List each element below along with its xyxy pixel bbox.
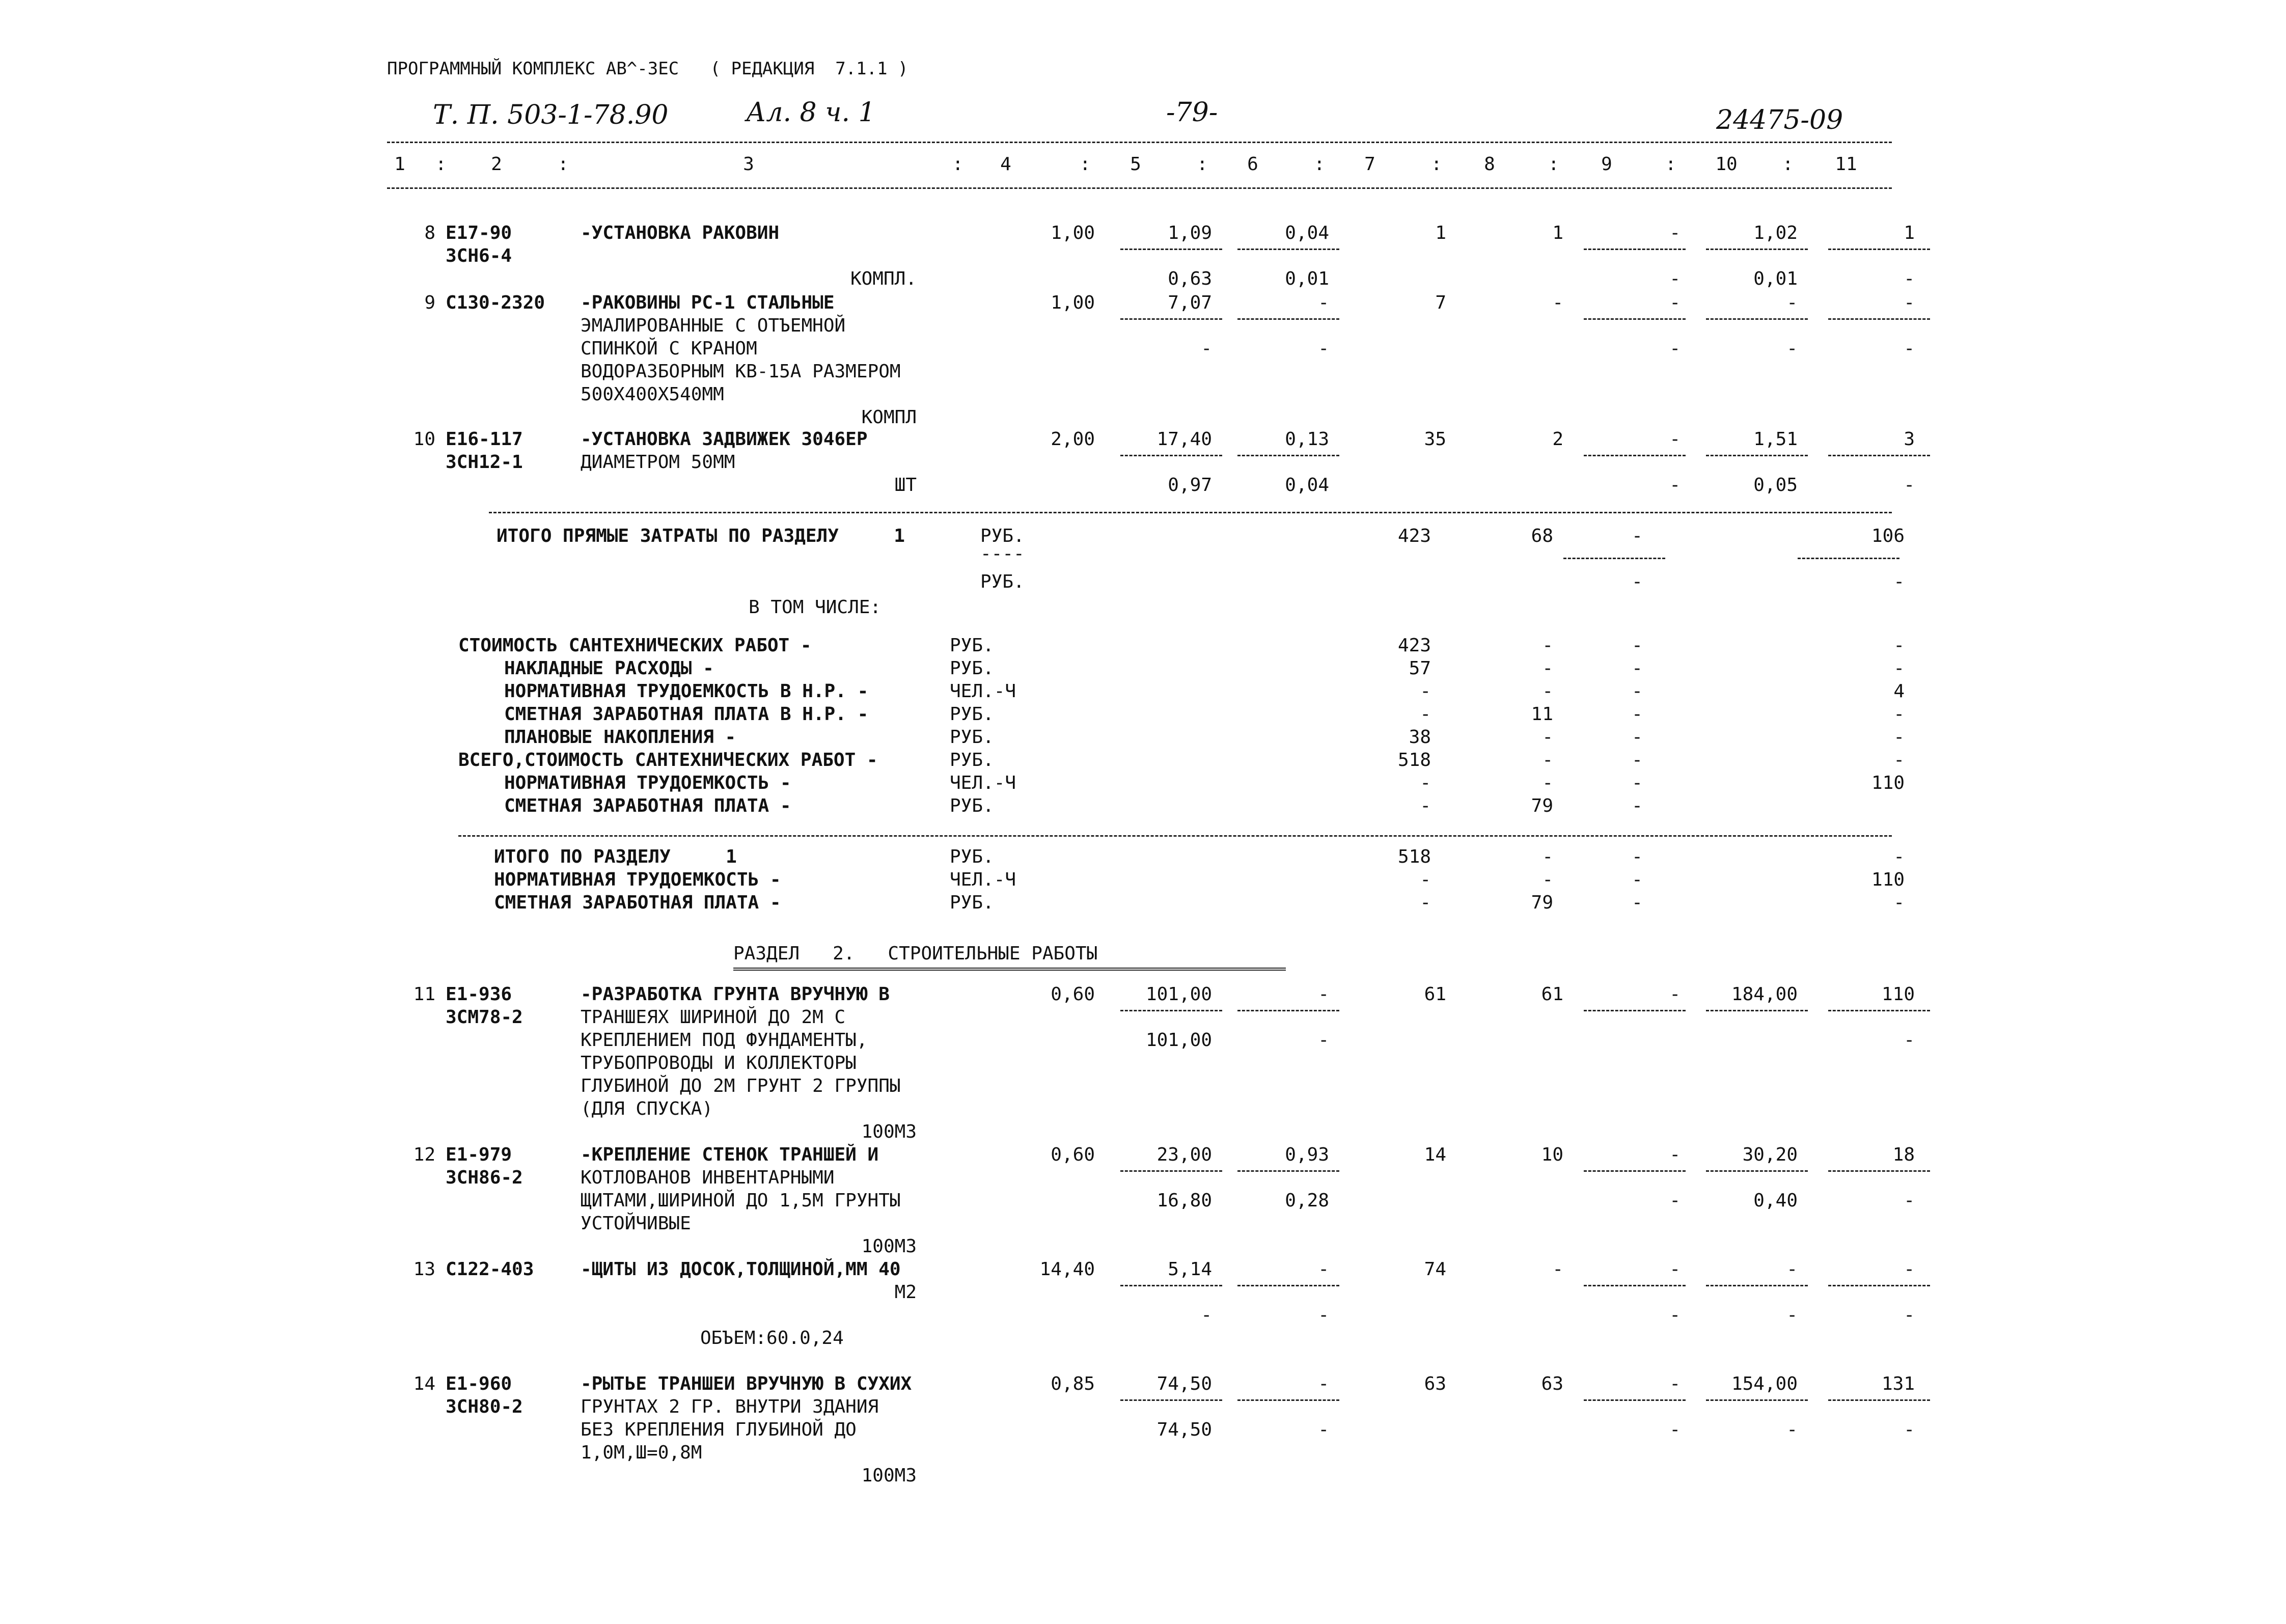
cell-rule	[1828, 1285, 1930, 1286]
column-separator: :	[1665, 154, 1676, 175]
item-description: -РЫТЬЕ ТРАНШЕИ ВРУЧНУЮ В СУХИХ	[581, 1373, 912, 1394]
breakdown-c8: -	[1542, 773, 1553, 793]
cell-c11b: -	[1904, 475, 1915, 496]
item-unit: 100М3	[861, 1121, 917, 1142]
cell-c10: 1,02	[1753, 223, 1798, 243]
item-number: 12	[413, 1144, 435, 1165]
item-code: Е17-90	[446, 223, 512, 243]
item-code: Е1-960	[446, 1373, 512, 1394]
cell-rule	[1706, 1285, 1808, 1286]
section-total-unit: ЧЕЛ.-Ч	[950, 869, 1016, 890]
item-unit: КОМПЛ	[861, 407, 917, 428]
cell-rule	[1584, 1010, 1686, 1011]
cell-c9: -	[1669, 292, 1681, 313]
total-rule	[489, 512, 1892, 513]
cell-c9: -	[1669, 1259, 1681, 1280]
section-total-unit: РУБ.	[950, 892, 994, 913]
section-total-c8: 79	[1531, 892, 1553, 913]
cell-c5b: -	[1201, 338, 1212, 359]
section-total-c7: 518	[1397, 846, 1431, 867]
cell-c5b: -	[1201, 1305, 1212, 1326]
header-rule-bottom	[387, 187, 1892, 189]
cell-c8: -	[1552, 292, 1563, 313]
cell-c9b: -	[1669, 338, 1681, 359]
section-total-c9: -	[1632, 869, 1643, 890]
column-separator: :	[435, 154, 447, 175]
cell-c10b: 0,40	[1753, 1190, 1798, 1211]
cell-rule	[1120, 1170, 1222, 1172]
cell-c11: 1	[1904, 223, 1915, 243]
cell-c7: 35	[1424, 429, 1446, 450]
breakdown-c9: -	[1632, 773, 1643, 793]
cell-rule	[1584, 1170, 1686, 1172]
cell-c10b: -	[1786, 1305, 1798, 1326]
volume-note: ОБЪЕМ:60.0,24	[700, 1328, 844, 1348]
breakdown-c9: -	[1632, 635, 1643, 656]
item-unit: 100М3	[861, 1465, 917, 1486]
section-total-c11: 110	[1871, 869, 1905, 890]
cell-c9: -	[1669, 223, 1681, 243]
cell-rule	[1120, 318, 1222, 320]
cell-rule	[1237, 1170, 1339, 1172]
cell-c10b: 0,05	[1753, 475, 1798, 496]
cell-c4: 0,60	[1051, 984, 1095, 1005]
item-description: -УСТАНОВКА РАКОВИН	[581, 223, 780, 243]
column-separator: :	[1782, 154, 1794, 175]
breakdown-unit: ЧЕЛ.-Ч	[950, 681, 1016, 702]
cell-c11: -	[1904, 1259, 1915, 1280]
breakdown-c9: -	[1632, 658, 1643, 679]
cell-c6: -	[1318, 1373, 1329, 1394]
cell-c5b: 0,97	[1168, 475, 1212, 496]
breakdown-label: НАКЛАДНЫЕ РАСХОДЫ -	[504, 658, 714, 679]
breakdown-c11: -	[1893, 635, 1905, 656]
breakdown-label: НОРМАТИВНАЯ ТРУДОЕМКОСТЬ -	[504, 773, 791, 793]
cell-c6b: -	[1318, 338, 1329, 359]
item-description: ВОДОРАЗБОРНЫМ КВ-15А РАЗМЕРОМ	[581, 361, 901, 382]
cell-c5b: 0,63	[1168, 268, 1212, 289]
cell-c11: 131	[1881, 1373, 1915, 1394]
cell-c7: 14	[1424, 1144, 1446, 1165]
cell-rule	[1584, 1399, 1686, 1401]
cell-c5: 23,00	[1156, 1144, 1212, 1165]
breakdown-c11: 4	[1893, 681, 1905, 702]
cell-c6b: 0,04	[1285, 475, 1329, 496]
cell-c5: 5,14	[1168, 1259, 1212, 1280]
cell-c11b: -	[1904, 338, 1915, 359]
cell-c11b: -	[1904, 268, 1915, 289]
breakdown-label: СМЕТНАЯ ЗАРАБОТНАЯ ПЛАТА В Н.Р. -	[504, 704, 869, 725]
cell-c8: 2	[1552, 429, 1563, 450]
section-2-title: РАЗДЕЛ 2. СТРОИТЕЛЬНЫЕ РАБОТЫ	[733, 943, 1098, 964]
breakdown-c8: 11	[1531, 704, 1553, 725]
breakdown-unit: ЧЕЛ.-Ч	[950, 773, 1016, 793]
item-number: 13	[413, 1259, 435, 1280]
breakdown-unit: РУБ.	[950, 704, 994, 725]
item-number: 10	[413, 429, 435, 450]
item-description: 500Х400Х540ММ	[581, 384, 724, 405]
item-subcode: ЗСН80-2	[446, 1396, 523, 1417]
section-total-c9: -	[1632, 846, 1643, 867]
cell-c9b: -	[1669, 1190, 1681, 1211]
cell-c4: 1,00	[1051, 292, 1095, 313]
program-header: ПРОГРАММНЫЙ КОМПЛЕКС АВ^-ЗЕС ( РЕДАКЦИЯ 7.1.1 )	[387, 59, 908, 79]
breakdown-c8: -	[1542, 635, 1553, 656]
total-direct-c9b: -	[1632, 571, 1643, 592]
total-direct-c7: 423	[1397, 526, 1431, 546]
item-description: ДИАМЕТРОМ 50ММ	[581, 452, 735, 473]
column-separator: :	[1197, 154, 1208, 175]
column-separator: :	[558, 154, 569, 175]
breakdown-c7: 57	[1409, 658, 1431, 679]
item-description: -РАКОВИНЫ РС-1 СТАЛЬНЫЕ	[581, 292, 835, 313]
breakdown-label: ВСЕГО,СТОИМОСТЬ САНТЕХНИЧЕСКИХ РАБОТ -	[458, 750, 878, 770]
page-number: -79-	[1166, 97, 1218, 128]
cell-rule	[1828, 1399, 1930, 1401]
column-number: 5	[1130, 154, 1141, 175]
cell-rule	[1706, 318, 1808, 320]
column-number: 2	[491, 154, 502, 175]
cell-c11: 3	[1904, 429, 1915, 450]
cell-c7: 74	[1424, 1259, 1446, 1280]
cell-c6: 0,04	[1285, 223, 1329, 243]
cell-c7: 1	[1435, 223, 1446, 243]
cell-c4: 0,85	[1051, 1373, 1095, 1394]
column-number: 11	[1835, 154, 1857, 175]
column-separator: :	[1431, 154, 1442, 175]
item-number: 8	[424, 223, 435, 243]
cell-c10: -	[1786, 1259, 1798, 1280]
cell-c6b: 0,28	[1285, 1190, 1329, 1211]
cell-rule	[1120, 249, 1222, 250]
column-number: 6	[1247, 154, 1258, 175]
item-description: (ДЛЯ СПУСКА)	[581, 1098, 713, 1119]
cell-c5b: 101,00	[1145, 1030, 1212, 1051]
cell-rule	[1584, 1285, 1686, 1286]
cell-rule	[1237, 318, 1339, 320]
cell-c7: 7	[1435, 292, 1446, 313]
cell-c11: 18	[1892, 1144, 1915, 1165]
cell-c10b: -	[1786, 1419, 1798, 1440]
item-description: ГРУНТАХ 2 ГР. ВНУТРИ ЗДАНИЯ	[581, 1396, 879, 1417]
breakdown-unit: РУБ.	[950, 635, 994, 656]
column-separator: :	[1314, 154, 1325, 175]
column-number: 8	[1484, 154, 1495, 175]
item-unit: ШТ	[894, 475, 917, 496]
breakdown-label: СТОИМОСТЬ САНТЕХНИЧЕСКИХ РАБОТ -	[458, 635, 812, 656]
cell-rule	[1706, 1170, 1808, 1172]
total-direct-c11-rule	[1798, 558, 1899, 559]
cell-c10b: 0,01	[1753, 268, 1798, 289]
breakdown-label: СМЕТНАЯ ЗАРАБОТНАЯ ПЛАТА -	[504, 795, 791, 816]
cell-c4: 0,60	[1051, 1144, 1095, 1165]
cell-c6b: -	[1318, 1305, 1329, 1326]
breakdown-c7: -	[1420, 773, 1431, 793]
item-description: УСТОЙЧИВЫЕ	[581, 1213, 691, 1234]
column-number: 3	[743, 154, 754, 175]
column-separator: :	[1548, 154, 1559, 175]
cell-c11b: -	[1904, 1190, 1915, 1211]
breakdown-label: НОРМАТИВНАЯ ТРУДОЕМКОСТЬ В Н.Р. -	[504, 681, 869, 702]
breakdown-c7: -	[1420, 681, 1431, 702]
cell-c9b: -	[1669, 1305, 1681, 1326]
item-description: -КРЕПЛЕНИЕ СТЕНОК ТРАНШЕЙ И	[581, 1144, 879, 1165]
item-subcode: ЗСН6-4	[446, 245, 512, 266]
cell-c5: 7,07	[1168, 292, 1212, 313]
cell-c7: 63	[1424, 1373, 1446, 1394]
section-total-label: СМЕТНАЯ ЗАРАБОТНАЯ ПЛАТА -	[494, 892, 781, 913]
breakdown-c11: -	[1893, 704, 1905, 725]
cell-rule	[1706, 455, 1808, 456]
item-description: ГЛУБИНОЙ ДО 2М ГРУНТ 2 ГРУППЫ	[581, 1076, 901, 1096]
breakdown-rule	[458, 835, 1892, 837]
cell-c6b: 0,01	[1285, 268, 1329, 289]
cell-rule	[1828, 249, 1930, 250]
item-description: 1,0М,Ш=0,8М	[581, 1442, 702, 1463]
cell-c6: -	[1318, 984, 1329, 1005]
cell-c9: -	[1669, 1373, 1681, 1394]
section-total-label: НОРМАТИВНАЯ ТРУДОЕМКОСТЬ -	[494, 869, 781, 890]
cell-c8: 61	[1541, 984, 1563, 1005]
cell-c4: 14,40	[1039, 1259, 1095, 1280]
breakdown-c7: 38	[1409, 727, 1431, 748]
cell-rule	[1828, 455, 1930, 456]
cell-rule	[1237, 1010, 1339, 1011]
column-number: 9	[1601, 154, 1612, 175]
cell-rule	[1706, 1010, 1808, 1011]
total-direct-c9-rule	[1563, 558, 1665, 559]
cell-c6b: -	[1318, 1419, 1329, 1440]
item-subcode: ЗСМ78-2	[446, 1007, 523, 1028]
total-direct-label: ИТОГО ПРЯМЫЕ ЗАТРАТЫ ПО РАЗДЕЛУ 1	[497, 526, 905, 546]
item-number: 14	[413, 1373, 435, 1394]
cell-rule	[1120, 1285, 1222, 1286]
cell-c9b: -	[1669, 475, 1681, 496]
total-direct-unit: РУБ.	[980, 526, 1025, 546]
column-separator: :	[952, 154, 963, 175]
cell-rule	[1120, 1399, 1222, 1401]
cell-c4: 1,00	[1051, 223, 1095, 243]
cell-c6b: -	[1318, 1030, 1329, 1051]
document-number: 24475-09	[1716, 105, 1843, 135]
item-unit: КОМПЛ.	[850, 268, 917, 289]
breakdown-c8: -	[1542, 658, 1553, 679]
cell-c11b: -	[1904, 1305, 1915, 1326]
cell-c9b: -	[1669, 1419, 1681, 1440]
cell-rule	[1584, 318, 1686, 320]
item-description: -УСТАНОВКА ЗАДВИЖЕК 3046ЕР	[581, 429, 868, 450]
cell-c11b: -	[1904, 1030, 1915, 1051]
total-direct-c8: 68	[1531, 526, 1553, 546]
cell-c10: 154,00	[1731, 1373, 1798, 1394]
cell-rule	[1237, 249, 1339, 250]
cell-rule	[1120, 455, 1222, 456]
cell-c10b: -	[1786, 338, 1798, 359]
breakdown-c9: -	[1632, 704, 1643, 725]
item-description: ТРУБОПРОВОДЫ И КОЛЛЕКТОРЫ	[581, 1053, 857, 1074]
breakdown-c8: -	[1542, 727, 1553, 748]
cell-c11: -	[1904, 292, 1915, 313]
cell-rule	[1584, 249, 1686, 250]
section-total-unit: РУБ.	[950, 846, 994, 867]
breakdown-c9: -	[1632, 727, 1643, 748]
cell-c9: -	[1669, 984, 1681, 1005]
item-description: СПИНКОЙ С КРАНОМ	[581, 338, 757, 359]
cell-c6: -	[1318, 292, 1329, 313]
section-total-c11: -	[1893, 892, 1905, 913]
cell-c5b: 16,80	[1156, 1190, 1212, 1211]
cell-c5: 1,09	[1168, 223, 1212, 243]
section-total-label: ИТОГО ПО РАЗДЕЛУ 1	[494, 846, 737, 867]
cell-c11: 110	[1881, 984, 1915, 1005]
item-description: -РАЗРАБОТКА ГРУНТА ВРУЧНУЮ В	[581, 984, 890, 1005]
section-2-title-underline	[733, 968, 1286, 971]
cell-rule	[1237, 455, 1339, 456]
item-description: КРЕПЛЕНИЕМ ПОД ФУНДАМЕНТЫ,	[581, 1030, 868, 1051]
item-code: С122-403	[446, 1259, 534, 1280]
cell-rule	[1706, 1399, 1808, 1401]
cell-c7: 61	[1424, 984, 1446, 1005]
breakdown-c7: 518	[1397, 750, 1431, 770]
breakdown-c8: -	[1542, 750, 1553, 770]
breakdown-c8: 79	[1531, 795, 1553, 816]
section-total-c7: -	[1420, 869, 1431, 890]
cell-c6: 0,93	[1285, 1144, 1329, 1165]
breakdown-unit: РУБ.	[950, 795, 994, 816]
breakdown-c9: -	[1632, 681, 1643, 702]
total-direct-dash: ----	[980, 543, 1025, 564]
breakdown-unit: РУБ.	[950, 727, 994, 748]
column-number: 4	[1000, 154, 1011, 175]
item-description: ТРАНШЕЯХ ШИРИНОЙ ДО 2М С	[581, 1007, 846, 1028]
in-that-number-label: В ТОМ ЧИСЛЕ:	[749, 597, 882, 618]
cell-rule	[1706, 249, 1808, 250]
breakdown-c11: -	[1893, 727, 1905, 748]
total-direct-c11: 106	[1871, 526, 1905, 546]
cell-rule	[1584, 455, 1686, 456]
total-direct-c11b: -	[1893, 571, 1905, 592]
breakdown-c11: -	[1893, 658, 1905, 679]
cell-c10: 184,00	[1731, 984, 1798, 1005]
breakdown-c11: 110	[1871, 773, 1905, 793]
breakdown-c7: -	[1420, 704, 1431, 725]
cell-c9: -	[1669, 429, 1681, 450]
cell-c10: 1,51	[1753, 429, 1798, 450]
section-total-c11: -	[1893, 846, 1905, 867]
cell-rule	[1828, 318, 1930, 320]
column-number: 7	[1364, 154, 1375, 175]
cell-c11b: -	[1904, 1419, 1915, 1440]
total-direct-c9: -	[1632, 526, 1643, 546]
breakdown-unit: РУБ.	[950, 658, 994, 679]
cell-c8: 10	[1541, 1144, 1563, 1165]
item-code: С130-2320	[446, 292, 545, 313]
item-description: КОТЛОВАНОВ ИНВЕНТАРНЫМИ	[581, 1167, 835, 1188]
cell-c9b: -	[1669, 268, 1681, 289]
section-total-c8: -	[1542, 869, 1553, 890]
item-description: ЩИТАМИ,ШИРИНОЙ ДО 1,5М ГРУНТЫ	[581, 1190, 901, 1211]
section-total-c9: -	[1632, 892, 1643, 913]
cell-rule	[1120, 1010, 1222, 1011]
cell-rule	[1237, 1399, 1339, 1401]
section-total-c7: -	[1420, 892, 1431, 913]
item-code: Е16-117	[446, 429, 523, 450]
item-unit: М2	[894, 1282, 917, 1303]
cell-c8: 63	[1541, 1373, 1563, 1394]
column-number: 10	[1715, 154, 1738, 175]
item-code: Е1-979	[446, 1144, 512, 1165]
item-subcode: ЗСН86-2	[446, 1167, 523, 1188]
cell-rule	[1828, 1010, 1930, 1011]
album-number: Ал. 8 ч. 1	[746, 97, 875, 128]
cell-c8: 1	[1552, 223, 1563, 243]
item-subcode: ЗСН12-1	[446, 452, 523, 473]
cell-rule	[1828, 1170, 1930, 1172]
cell-c6: 0,13	[1285, 429, 1329, 450]
cell-c10: -	[1786, 292, 1798, 313]
breakdown-c9: -	[1632, 795, 1643, 816]
item-unit: 100М3	[861, 1236, 917, 1257]
section-total-c8: -	[1542, 846, 1553, 867]
cell-c8: -	[1552, 1259, 1563, 1280]
project-number: Т. П. 503-1-78.90	[433, 100, 669, 130]
breakdown-label: ПЛАНОВЫЕ НАКОПЛЕНИЯ -	[504, 727, 736, 748]
total-direct-unit-2: РУБ.	[980, 571, 1025, 592]
cell-c5: 74,50	[1156, 1373, 1212, 1394]
cell-c4: 2,00	[1051, 429, 1095, 450]
cell-c6: -	[1318, 1259, 1329, 1280]
item-description: ЭМАЛИРОВАННЫЕ С ОТЪЕМНОЙ	[581, 315, 846, 336]
item-number: 9	[424, 292, 435, 313]
item-description: БЕЗ КРЕПЛЕНИЯ ГЛУБИНОЙ ДО	[581, 1419, 857, 1440]
cell-rule	[1237, 1285, 1339, 1286]
breakdown-c7: 423	[1397, 635, 1431, 656]
breakdown-c11: -	[1893, 750, 1905, 770]
item-code: Е1-936	[446, 984, 512, 1005]
breakdown-c8: -	[1542, 681, 1553, 702]
column-separator: :	[1080, 154, 1091, 175]
cell-c10: 30,20	[1742, 1144, 1798, 1165]
header-rule-top	[387, 142, 1892, 143]
breakdown-c9: -	[1632, 750, 1643, 770]
item-description: -ЩИТЫ ИЗ ДОСОК,ТОЛЩИНОЙ,ММ 40	[581, 1259, 901, 1280]
cell-c9: -	[1669, 1144, 1681, 1165]
breakdown-c7: -	[1420, 795, 1431, 816]
item-number: 11	[413, 984, 435, 1005]
cell-c5b: 74,50	[1156, 1419, 1212, 1440]
breakdown-unit: РУБ.	[950, 750, 994, 770]
cell-c5: 101,00	[1145, 984, 1212, 1005]
column-number: 1	[394, 154, 405, 175]
cell-c5: 17,40	[1156, 429, 1212, 450]
